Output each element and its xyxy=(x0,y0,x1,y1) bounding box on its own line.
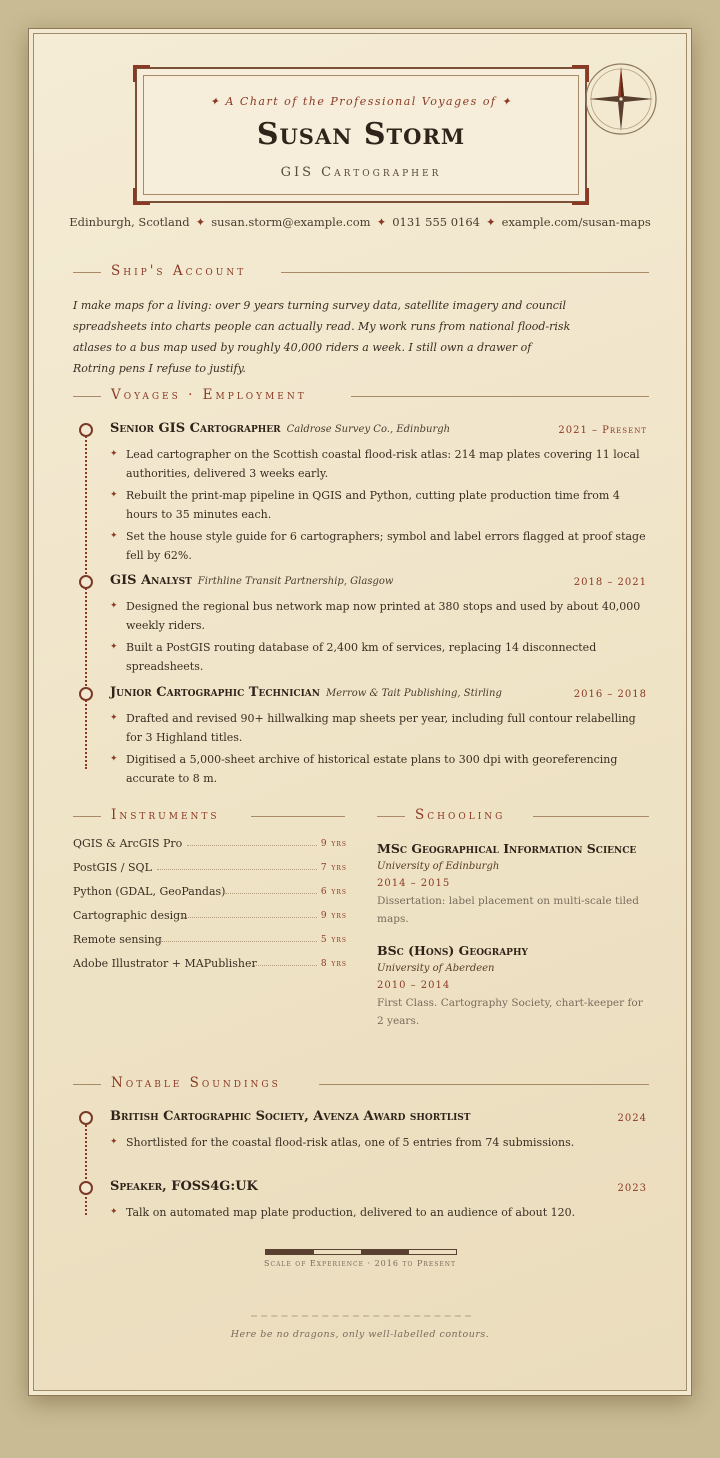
job-title-text: Senior GIS Cartographer xyxy=(110,421,281,436)
school-dates: 2010 – 2014 xyxy=(377,980,451,991)
skill-years: 9 yrs xyxy=(320,911,347,921)
job-bullet: ✦ Designed the regional bus network map now printed at 380 stops and used by about 40,000 weekly riders. xyxy=(110,597,650,635)
timeline-marker xyxy=(79,687,93,701)
award-detail: ✦ Shortlisted for the coastal flood-risk atlas, one of 5 entries from 74 submissions. xyxy=(110,1133,650,1152)
section-heading-employment xyxy=(73,387,649,405)
skill-name: Python (GDAL, GeoPandas) xyxy=(73,885,226,898)
resume-page xyxy=(28,28,692,1396)
job-bullets xyxy=(110,597,650,679)
job-bullet: ✦ Digitised a 5,000-sheet archive of historical estate plans to 300 dpi with georeferencing accurate to 8 m. xyxy=(110,750,650,788)
person-role: GIS Cartographer xyxy=(280,165,442,180)
job-title xyxy=(110,573,393,588)
timeline-marker xyxy=(79,1111,93,1125)
job-dates: 2018 – 2021 xyxy=(573,577,647,588)
education-entry xyxy=(377,839,649,928)
heading-rule xyxy=(251,816,345,817)
skill-name: Cartographic design xyxy=(73,909,188,922)
corner-ornament xyxy=(133,188,150,205)
contact-location: Edinburgh, Scotland xyxy=(69,215,190,229)
corner-ornament xyxy=(572,188,589,205)
footer-divider xyxy=(251,1315,471,1317)
section-title: Instruments xyxy=(111,807,220,823)
contact-phone[interactable]: 0131 555 0164 xyxy=(392,215,480,229)
school-note: Dissertation: label placement on multi-scale tiled maps. xyxy=(377,895,639,925)
summary-text: I make maps for a living: over 9 years turning survey data, satellite imagery and council spreadsheets into charts people can actually read. My work runs from national flood-risk atlases to a bus map used by roughly 40,000 riders a week. I still own a drawer of Rotring pens I refuse to justify. xyxy=(73,299,571,375)
header-kicker: ✦ A Chart of the Professional Voyages of ✦ xyxy=(209,95,513,108)
job-title xyxy=(110,421,450,436)
school-name: University of Edinburgh xyxy=(377,861,500,872)
timeline-line xyxy=(85,433,87,769)
contact-website[interactable]: example.com/susan-maps xyxy=(501,215,651,229)
degree-title: MSc Geographical Information Science xyxy=(377,841,637,856)
job-bullets xyxy=(110,709,650,791)
section-heading-education xyxy=(377,807,649,825)
skill-item xyxy=(73,909,347,933)
section-title: Schooling xyxy=(415,807,506,823)
education-entry xyxy=(377,941,649,1030)
skill-name: Remote sensing xyxy=(73,933,162,946)
job-title-text: GIS Analyst xyxy=(110,573,192,588)
timeline-marker xyxy=(79,423,93,437)
job-org: Firthline Transit Partnership, Glasgow xyxy=(197,576,394,587)
leader-dots xyxy=(249,965,317,966)
heading-rule xyxy=(73,1084,101,1085)
job-bullet: ✦ Lead cartographer on the Scottish coastal flood-risk atlas: 214 map plates covering 11 local authorities, delivered 3 weeks early. xyxy=(110,445,650,483)
skill-years: 8 yrs xyxy=(320,959,347,969)
section-heading-awards xyxy=(73,1075,649,1093)
heading-rule xyxy=(319,1084,649,1085)
timeline-marker xyxy=(79,1181,93,1195)
scale-segment xyxy=(409,1250,457,1254)
scale-bar xyxy=(265,1249,457,1255)
skill-item xyxy=(73,957,347,981)
award-bullets xyxy=(110,1203,650,1225)
scale-label: Scale of Experience · 2016 to Present xyxy=(264,1259,456,1268)
leader-dots xyxy=(187,845,317,846)
separator-star-icon: ✦ xyxy=(486,215,496,229)
skills-list xyxy=(73,837,347,981)
job-bullet: ✦ Drafted and revised 90+ hillwalking map sheets per year, including full contour relabelling for 3 Highland titles. xyxy=(110,709,650,747)
school-note: First Class. Cartography Society, chart-keeper for 2 years. xyxy=(377,997,643,1027)
footer-motto: Here be no dragons, only well-labelled contours. xyxy=(230,1329,490,1340)
job-org: Caldrose Survey Co., Edinburgh xyxy=(286,424,451,435)
section-title: Voyages · Employment xyxy=(111,387,307,403)
heading-rule xyxy=(73,396,101,397)
award-year: 2024 xyxy=(617,1113,647,1124)
heading-rule xyxy=(73,272,101,273)
heading-rule xyxy=(73,816,101,817)
scale-segment xyxy=(266,1250,314,1254)
compass-rose-icon xyxy=(583,61,659,137)
job-bullet: ✦ Rebuilt the print-map pipeline in QGIS and Python, cutting plate production time from 4 hours to 35 minutes each. xyxy=(110,486,650,524)
section-heading-skills xyxy=(73,807,345,825)
timeline-marker xyxy=(79,575,93,589)
heading-rule xyxy=(281,272,649,273)
skill-item xyxy=(73,861,347,885)
job-title-text: Junior Cartographic Technician xyxy=(110,685,321,700)
corner-ornament xyxy=(133,65,150,82)
job-bullets xyxy=(110,445,650,568)
skill-years: 7 yrs xyxy=(320,863,347,873)
skill-years: 5 yrs xyxy=(320,935,347,945)
job-title xyxy=(110,685,502,700)
leader-dots xyxy=(225,893,317,894)
school-name: University of Aberdeen xyxy=(377,963,495,974)
school-dates: 2014 – 2015 xyxy=(377,878,451,889)
award-title: Speaker, FOSS4G:UK xyxy=(110,1179,258,1194)
skill-item xyxy=(73,933,347,957)
award-detail: ✦ Talk on automated map plate production, delivered to an audience of about 120. xyxy=(110,1203,650,1222)
degree-title: BSc (Hons) Geography xyxy=(377,943,528,958)
skill-item xyxy=(73,885,347,909)
job-bullet: ✦ Set the house style guide for 6 cartographers; symbol and label errors flagged at proof stage fell by 62%. xyxy=(110,527,650,565)
skill-name: Adobe Illustrator + MAPublisher xyxy=(73,957,257,970)
job-dates: 2016 – 2018 xyxy=(573,689,647,700)
section-title: Notable Soundings xyxy=(111,1075,281,1091)
award-bullets xyxy=(110,1133,650,1155)
title-cartouche xyxy=(135,67,587,203)
job-dates: 2021 – Present xyxy=(558,425,647,436)
job-org: Merrow & Tait Publishing, Stirling xyxy=(326,688,502,699)
leader-dots xyxy=(157,869,317,870)
separator-star-icon: ✦ xyxy=(195,215,206,229)
contact-email[interactable]: susan.storm@example.com xyxy=(211,215,371,229)
section-title: Ship's Account xyxy=(111,263,247,279)
award-year: 2023 xyxy=(617,1183,647,1194)
job-bullet: ✦ Built a PostGIS routing database of 2,400 km of services, replacing 14 disconnected spreadsheets. xyxy=(110,638,650,676)
contact-line xyxy=(29,215,691,229)
skill-years: 9 yrs xyxy=(320,839,347,849)
leader-dots xyxy=(161,941,317,942)
heading-rule xyxy=(377,816,405,817)
scale-segment xyxy=(314,1250,362,1254)
skill-name: QGIS & ArcGIS Pro xyxy=(73,837,183,850)
award-title: British Cartographic Society, Avenza Award shortlist xyxy=(110,1109,471,1124)
scale-segment xyxy=(361,1250,409,1254)
timeline-line xyxy=(85,1121,87,1215)
section-heading-summary xyxy=(73,263,649,281)
skill-name: PostGIS / SQL xyxy=(73,861,152,874)
leader-dots xyxy=(183,917,317,918)
skill-years: 6 yrs xyxy=(320,887,347,897)
heading-rule xyxy=(351,396,649,397)
separator-star-icon: ✦ xyxy=(376,215,387,229)
skill-item xyxy=(73,837,347,861)
person-name: Susan Storm xyxy=(256,117,466,152)
heading-rule xyxy=(533,816,649,817)
